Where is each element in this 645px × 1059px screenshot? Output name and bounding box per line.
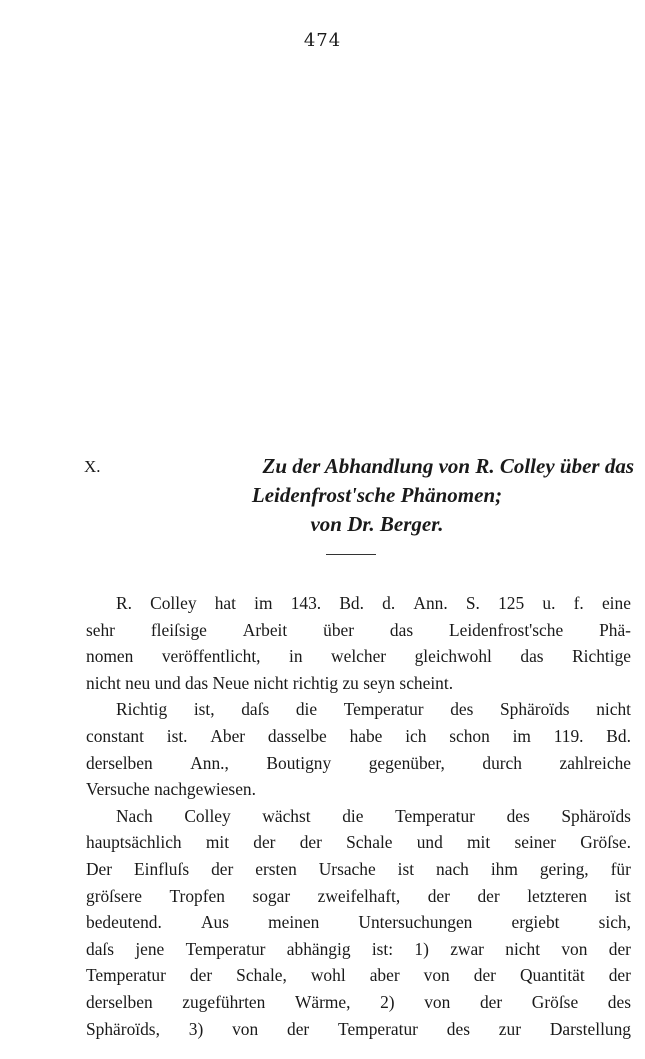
article-number: X. — [84, 457, 101, 476]
article-body — [86, 590, 631, 1042]
title-line-3: von Dr. Berger. — [310, 512, 444, 536]
text-line: Nach Colley wächst die Temperatur des Sphäroïds — [116, 805, 631, 826]
text-line: daſs jene Temperatur abhängig ist: 1) zwar nicht von der — [86, 938, 631, 959]
title-divider — [326, 554, 376, 555]
title-text-1: Zu der Abhandlung von R. Colley über das — [262, 454, 634, 478]
text-line: Versuche nachgewiesen. — [86, 779, 256, 800]
paragraph-2 — [86, 696, 631, 802]
text-line: Sphäroïds, 3) von der Temperatur des zur Darstellung — [86, 1018, 631, 1039]
text-line: gröſsere Tropfen sogar zweifelhaft, der der letzteren ist — [86, 885, 631, 906]
text-line: derselben Ann., Boutigny gegenüber, durch zahlreiche — [86, 752, 631, 773]
page-number: 474 — [303, 30, 342, 51]
title-line-1 — [84, 452, 634, 481]
text-line: Richtig ist, daſs die Temperatur des Sphäroïds nicht — [116, 699, 631, 720]
text-line: Temperatur der Schale, wohl aber von der Quantität der — [86, 965, 631, 986]
text-line: nicht neu und das Neue nicht richtig zu seyn scheint. — [86, 672, 454, 693]
title-line-2: Leidenfrost'sche Phänomen; — [251, 483, 503, 507]
paragraph-3 — [86, 803, 631, 1042]
text-line: nomen veröffentlicht, in welcher gleichwohl das Richtige — [86, 646, 631, 667]
text-line: constant ist. Aber dasselbe habe ich schon im 119. Bd. — [86, 725, 631, 746]
text-line: sehr fleiſsige Arbeit über das Leidenfrost'sche Phä- — [86, 619, 631, 640]
text-line: derselben zugeführten Wärme, 2) von der Gröſse des — [86, 991, 631, 1012]
text-line: hauptsächlich mit der der Schale und mit seiner Gröſse. — [86, 832, 631, 853]
text-line: bedeutend. Aus meinen Untersuchungen ergiebt sich, — [86, 912, 631, 933]
text-line: Der Einfluſs der ersten Ursache ist nach ihm gering, für — [86, 858, 631, 879]
text-line: R. Colley hat im 143. Bd. d. Ann. S. 125 u. f. eine — [116, 593, 631, 613]
article-title — [84, 452, 634, 539]
paragraph-1 — [86, 590, 631, 696]
